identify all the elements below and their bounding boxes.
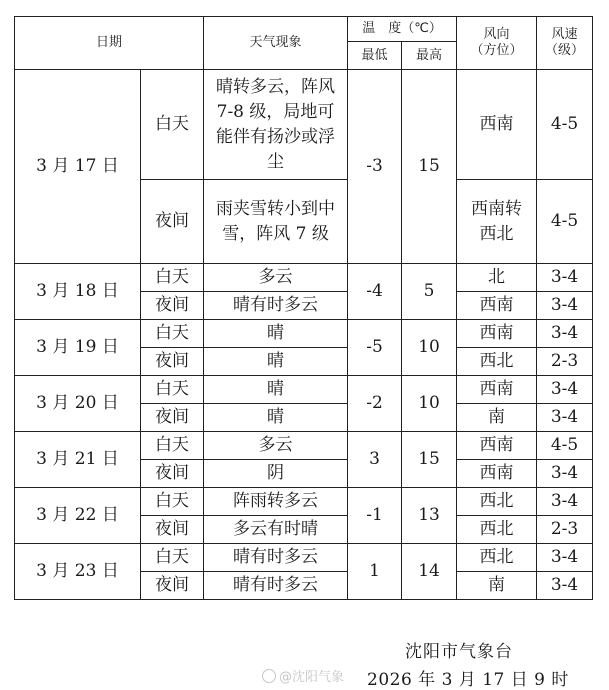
wind-direction-cell: 西南 [457,320,537,348]
min-temp-cell: -5 [348,320,402,376]
period-cell: 白天 [141,488,204,516]
period-cell: 夜间 [141,292,204,320]
min-temp-cell: -1 [348,488,402,544]
max-temp-cell: 14 [402,544,457,600]
wind-speed-cell: 4-5 [537,70,593,180]
header-max: 最高 [402,42,457,70]
wind-direction-cell: 西南 [457,376,537,404]
weather-cell: 多云 [204,264,348,292]
wind-direction-cell: 西北 [457,488,537,516]
table-row [15,70,593,180]
header-weather: 天气现象 [204,17,348,70]
table-row [15,488,593,516]
wind-direction-cell: 北 [457,264,537,292]
min-temp-cell: -3 [348,70,402,264]
wind-direction-cell: 西南 [457,460,537,488]
weather-cell [204,180,348,264]
weather-text: 晴转多云，阵风 7-8 级，局地可能伴有扬沙或浮尘 [216,76,336,172]
wind-speed-cell: 3-4 [537,320,593,348]
period-cell: 夜间 [141,348,204,376]
weather-cell: 阵雨转多云 [204,488,348,516]
weather-cell: 晴 [204,404,348,432]
period-cell: 白天 [141,432,204,460]
date-cell: 3 月 21 日 [15,432,141,488]
wind-direction-cell [457,180,537,264]
wind-speed-cell: 3-4 [537,488,593,516]
wind-direction-cell: 西北 [457,516,537,544]
header-wind-direction-unit: （方位） [470,43,523,58]
table-row [15,264,593,292]
table-row [15,320,593,348]
wind-speed-cell: 3-4 [537,404,593,432]
wind-direction-cell: 西南 [457,70,537,180]
watermark [262,666,344,685]
wind-speed-cell: 3-4 [537,460,593,488]
weather-cell: 多云有时晴 [204,516,348,544]
issuing-organization: 沈阳市气象台 [405,642,513,662]
date-cell: 3 月 22 日 [15,488,141,544]
period-cell: 夜间 [141,572,204,600]
date-cell: 3 月 18 日 [15,264,141,320]
weather-cell: 晴 [204,320,348,348]
header-temperature: 温 度（℃） [348,17,457,42]
date-cell: 3 月 17 日 [15,70,141,264]
period-cell: 白天 [141,544,204,572]
weather-cell: 阴 [204,460,348,488]
wind-direction-cell: 西南 [457,292,537,320]
wind-speed-cell: 3-4 [537,572,593,600]
table-row [15,544,593,572]
wind-direction-cell: 西北 [457,348,537,376]
weather-cell: 多云 [204,432,348,460]
header-wind-speed-unit: （级） [545,43,585,58]
wind-direction-cell: 南 [457,404,537,432]
header-min: 最低 [348,42,402,70]
weather-cell: 晴 [204,348,348,376]
weather-text: 雨夹雪转小到中雪，阵风 7 级 [216,198,336,244]
date-cell: 3 月 20 日 [15,376,141,432]
table-row [15,376,593,404]
header-date: 日期 [15,17,204,70]
period-cell: 白天 [141,320,204,348]
max-temp-cell: 10 [402,376,457,432]
wind-speed-cell: 4-5 [537,180,593,264]
header-wind-speed [537,17,593,70]
forecast-table [14,16,593,600]
wind-speed-cell: 3-4 [537,376,593,404]
max-temp-cell: 10 [402,320,457,376]
period-cell: 白天 [141,264,204,292]
wind-speed-cell: 3-4 [537,264,593,292]
weather-cell: 晴有时多云 [204,292,348,320]
weibo-icon [262,669,276,683]
watermark-text: @沈阳气象 [279,670,345,685]
header-wind-speed-label: 风速 [551,27,578,42]
wind-direction-cell: 南 [457,572,537,600]
max-temp-cell: 5 [402,264,457,320]
wind-speed-cell: 3-4 [537,292,593,320]
max-temp-cell: 13 [402,488,457,544]
period-cell: 夜间 [141,516,204,544]
weather-cell: 晴有时多云 [204,544,348,572]
issue-time: 2026 年 3 月 17 日 9 时 [367,670,569,690]
wind-speed-cell: 4-5 [537,432,593,460]
wind-speed-cell: 3-4 [537,544,593,572]
header-wind-direction [457,17,537,70]
max-temp-cell: 15 [402,432,457,488]
date-cell: 3 月 23 日 [15,544,141,600]
period-cell: 夜间 [141,404,204,432]
period-cell: 白天 [141,70,204,180]
period-cell: 夜间 [141,460,204,488]
weather-cell [204,70,348,180]
header-wind-direction-label: 风向 [483,27,510,42]
wind-direction-text: 西南转西北 [471,198,523,244]
min-temp-cell: 1 [348,544,402,600]
min-temp-cell: -2 [348,376,402,432]
wind-direction-cell: 西南 [457,432,537,460]
period-cell: 白天 [141,376,204,404]
min-temp-cell: -4 [348,264,402,320]
date-cell: 3 月 19 日 [15,320,141,376]
period-cell: 夜间 [141,180,204,264]
min-temp-cell: 3 [348,432,402,488]
wind-speed-cell: 2-3 [537,516,593,544]
weather-cell: 晴 [204,376,348,404]
wind-speed-cell: 2-3 [537,348,593,376]
table-row [15,432,593,460]
max-temp-cell: 15 [402,70,457,264]
wind-direction-cell: 西北 [457,544,537,572]
weather-cell: 晴有时多云 [204,572,348,600]
